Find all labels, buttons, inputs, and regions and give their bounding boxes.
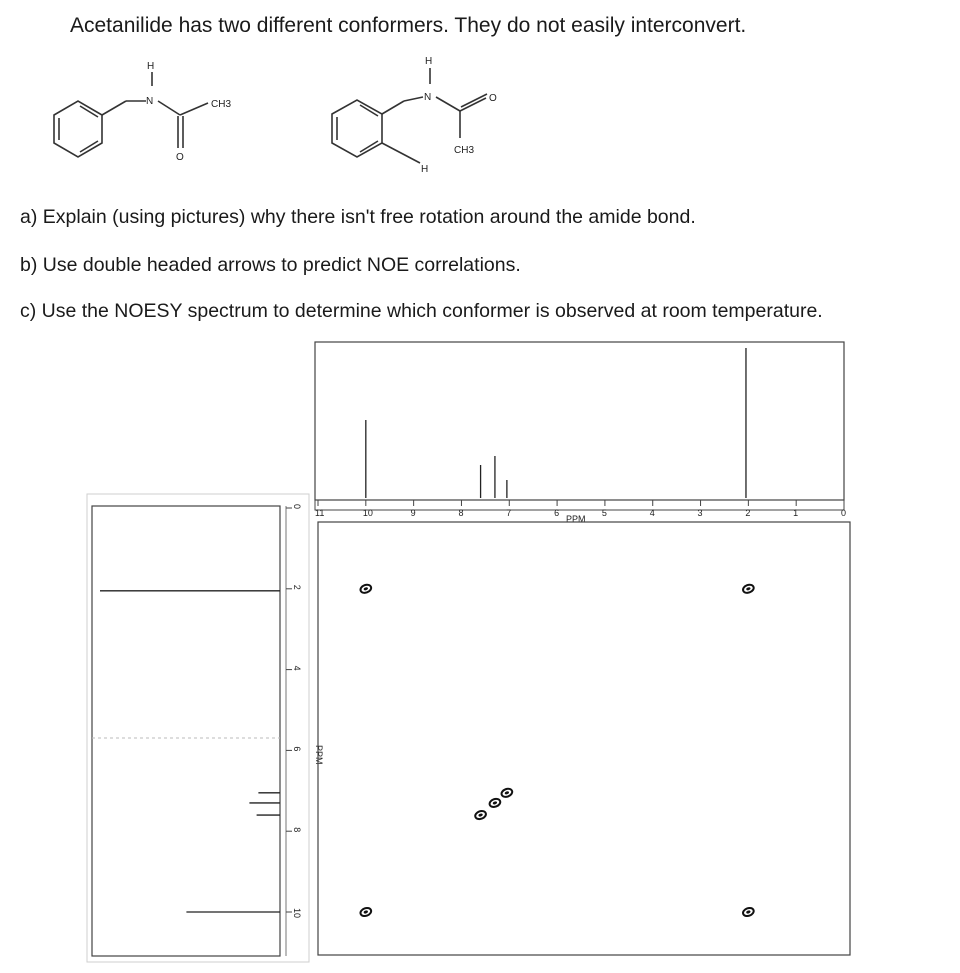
left-tick-label-0: 0 xyxy=(292,504,302,510)
cross-peak-5 xyxy=(359,907,372,918)
conf1-ch3-label: CH3 xyxy=(211,99,232,110)
left-axis-ticks xyxy=(286,504,302,918)
noesy-2d-frame xyxy=(318,522,850,955)
top-tick-label-7: 4 xyxy=(649,508,655,518)
top-tick-label-3: 8 xyxy=(458,508,464,518)
conf2-o-label: O xyxy=(489,93,497,104)
question-a: a) Explain (using pictures) why there isn't free rotation around the amide bond. xyxy=(20,206,696,228)
horizontal-axis-label: PPM xyxy=(566,514,586,524)
vertical-axis-label: PPM xyxy=(314,745,324,765)
top-tick-label-5: 6 xyxy=(554,508,560,518)
top-tick-label-10: 1 xyxy=(793,508,799,518)
top-tick-label-11: 0 xyxy=(841,508,847,518)
top-tick-label-0: 11 xyxy=(315,508,325,518)
left-spectrum-frame xyxy=(92,506,280,956)
top-1d-peaks xyxy=(366,348,746,498)
top-tick-label-4: 7 xyxy=(506,508,512,518)
top-tick-label-1: 10 xyxy=(362,508,373,518)
cross-peak-core-6 xyxy=(746,910,751,914)
conf1-h-label: H xyxy=(147,61,155,72)
question-b: b) Use double headed arrows to predict NOE correlations. xyxy=(20,254,521,276)
cross-peak-core-1 xyxy=(746,587,751,591)
conf2-ch3-label: CH3 xyxy=(454,145,475,156)
cross-peaks xyxy=(359,583,754,917)
cross-peak-core-5 xyxy=(363,910,368,914)
cross-peak-1 xyxy=(742,583,755,594)
top-tick-label-2: 9 xyxy=(410,508,416,518)
conf1-o-label: O xyxy=(176,152,184,163)
cross-peak-4 xyxy=(500,787,513,798)
left-tick-label-1: 2 xyxy=(292,584,302,590)
left-tick-label-3: 6 xyxy=(292,746,302,752)
cross-peak-core-4 xyxy=(504,791,509,795)
top-tick-label-8: 3 xyxy=(697,508,703,518)
left-tick-label-2: 4 xyxy=(292,665,302,671)
cross-peak-core-2 xyxy=(478,813,483,817)
cross-peak-0 xyxy=(359,583,372,594)
cross-peak-core-0 xyxy=(363,587,368,591)
cross-peak-core-3 xyxy=(492,801,497,805)
intro-text: Acetanilide has two different conformers. They do not easily interconvert. xyxy=(70,14,747,37)
left-tick-label-5: 10 xyxy=(292,908,302,919)
conf1-n-label: N xyxy=(146,96,154,107)
top-tick-label-6: 5 xyxy=(601,508,607,518)
cross-peak-3 xyxy=(488,797,501,808)
cross-peak-6 xyxy=(742,907,755,918)
top-spectrum-frame xyxy=(315,342,844,500)
conf2-n-label: N xyxy=(424,92,432,103)
top-tick-label-9: 2 xyxy=(745,508,751,518)
top-axis-band xyxy=(315,500,844,510)
conf2-h-top-label: H xyxy=(425,56,433,67)
left-1d-peaks xyxy=(100,591,280,912)
cross-peak-2 xyxy=(474,810,487,821)
left-tick-label-4: 8 xyxy=(292,827,302,833)
left-panel-outer xyxy=(87,494,309,962)
question-c: c) Use the NOESY spectrum to determine which conformer is observed at room temperature. xyxy=(20,300,823,322)
conf2-h-ring-label: H xyxy=(421,164,429,175)
